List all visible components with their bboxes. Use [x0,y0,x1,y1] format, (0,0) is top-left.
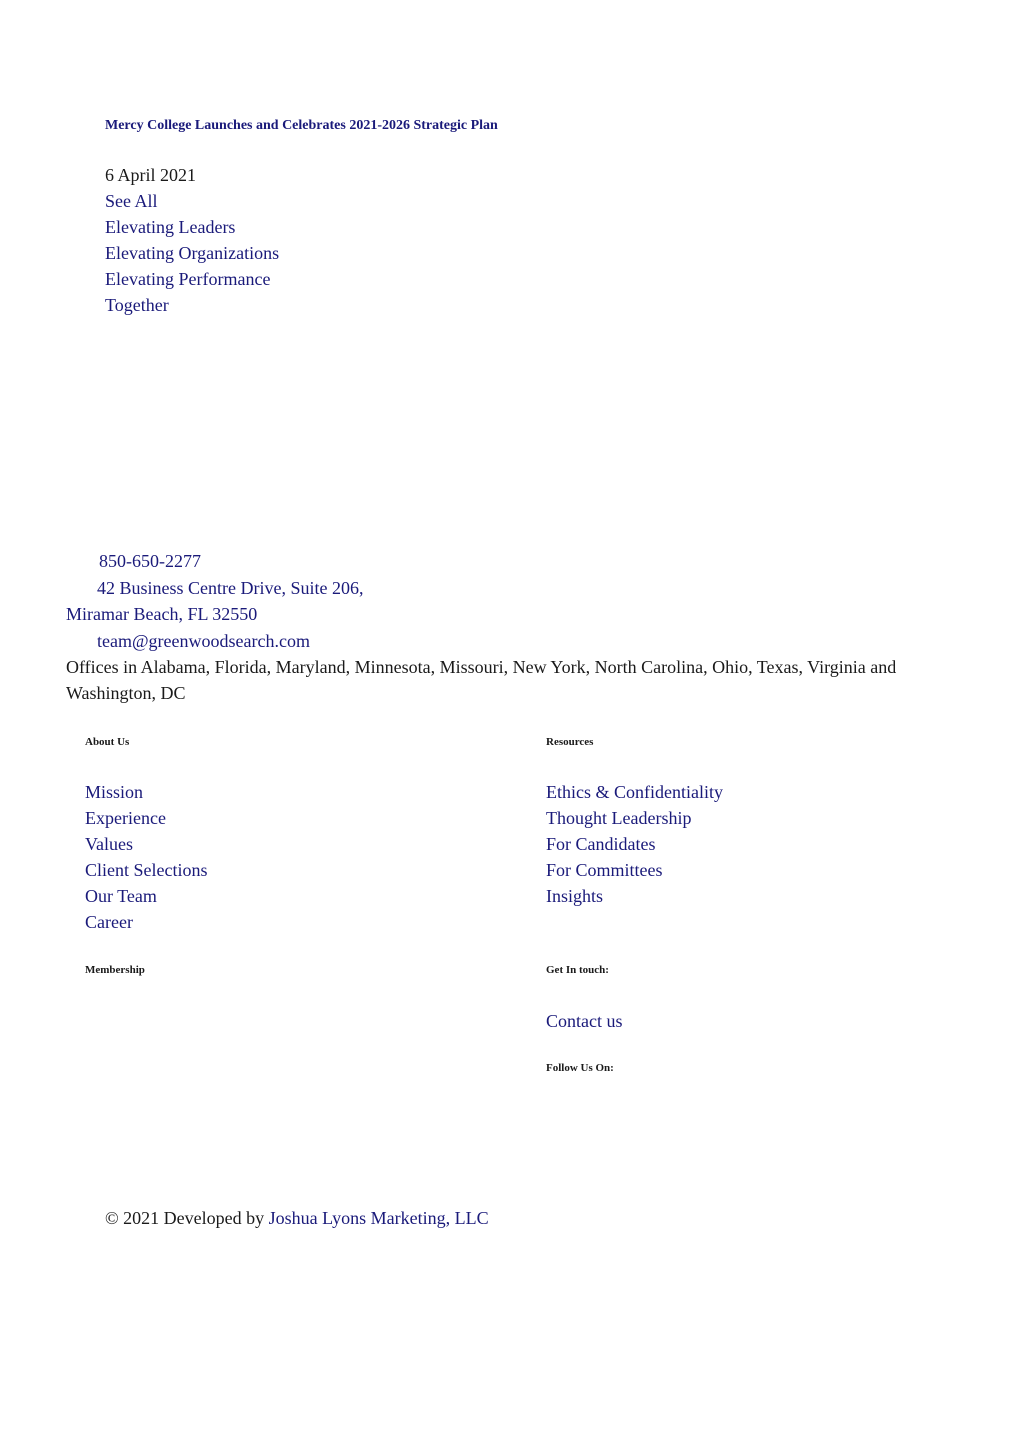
thought-leadership-link[interactable]: Thought Leadership [546,808,692,828]
address-line2-link[interactable]: Miramar Beach, FL 32550 [66,604,258,624]
copyright [105,1205,489,1231]
career-link[interactable]: Career [85,912,133,932]
article-meta [105,162,279,318]
contact-us-link[interactable]: Contact us [546,1011,623,1031]
tagline-elevating-organizations[interactable]: Elevating Organizations [105,243,280,263]
mission-link[interactable]: Mission [85,782,144,802]
about-us-heading: About Us [85,736,130,748]
see-all-link[interactable]: See All [105,191,158,211]
contact-info [66,548,946,706]
about-us-links [85,779,207,935]
ethics-confidentiality-link[interactable]: Ethics & Confidentiality [546,782,723,802]
resources-heading: Resources [546,736,594,748]
for-committees-link[interactable]: For Committees [546,860,663,880]
resources-links [546,779,723,909]
our-team-link[interactable]: Our Team [85,886,157,906]
address-line1-link[interactable]: 42 Business Centre Drive, Suite 206, [97,577,364,598]
offices-text: Offices in Alabama, Florida, Maryland, Minnesota, Missouri, New York, North Carolina, Ohio, Texas, Virginia and Washington, DC [66,657,897,703]
for-candidates-link[interactable]: For Candidates [546,834,656,854]
tagline-together[interactable]: Together [105,295,169,315]
copyright-text: © 2021 Developed by [105,1208,265,1228]
get-in-touch-heading: Get In touch: [546,964,609,976]
tagline-elevating-performance[interactable]: Elevating Performance [105,269,271,289]
email-link[interactable]: team@greenwoodsearch.com [97,630,310,651]
developer-link[interactable]: Joshua Lyons Marketing, LLC [268,1208,489,1228]
get-in-touch-links [546,1008,623,1034]
tagline-elevating-leaders[interactable]: Elevating Leaders [105,217,236,237]
experience-link[interactable]: Experience [85,808,166,828]
client-selections-link[interactable]: Client Selections [85,860,208,880]
insights-link[interactable]: Insights [546,886,604,906]
follow-us-heading: Follow Us On: [546,1062,614,1074]
membership-heading: Membership [85,964,145,976]
article-title-link[interactable]: Mercy College Launches and Celebrates 2021-2026 Strategic Plan [105,118,498,133]
phone-link[interactable]: 850-650-2277 [99,551,201,571]
article-date: 6 April 2021 [105,165,197,185]
values-link[interactable]: Values [85,834,133,854]
